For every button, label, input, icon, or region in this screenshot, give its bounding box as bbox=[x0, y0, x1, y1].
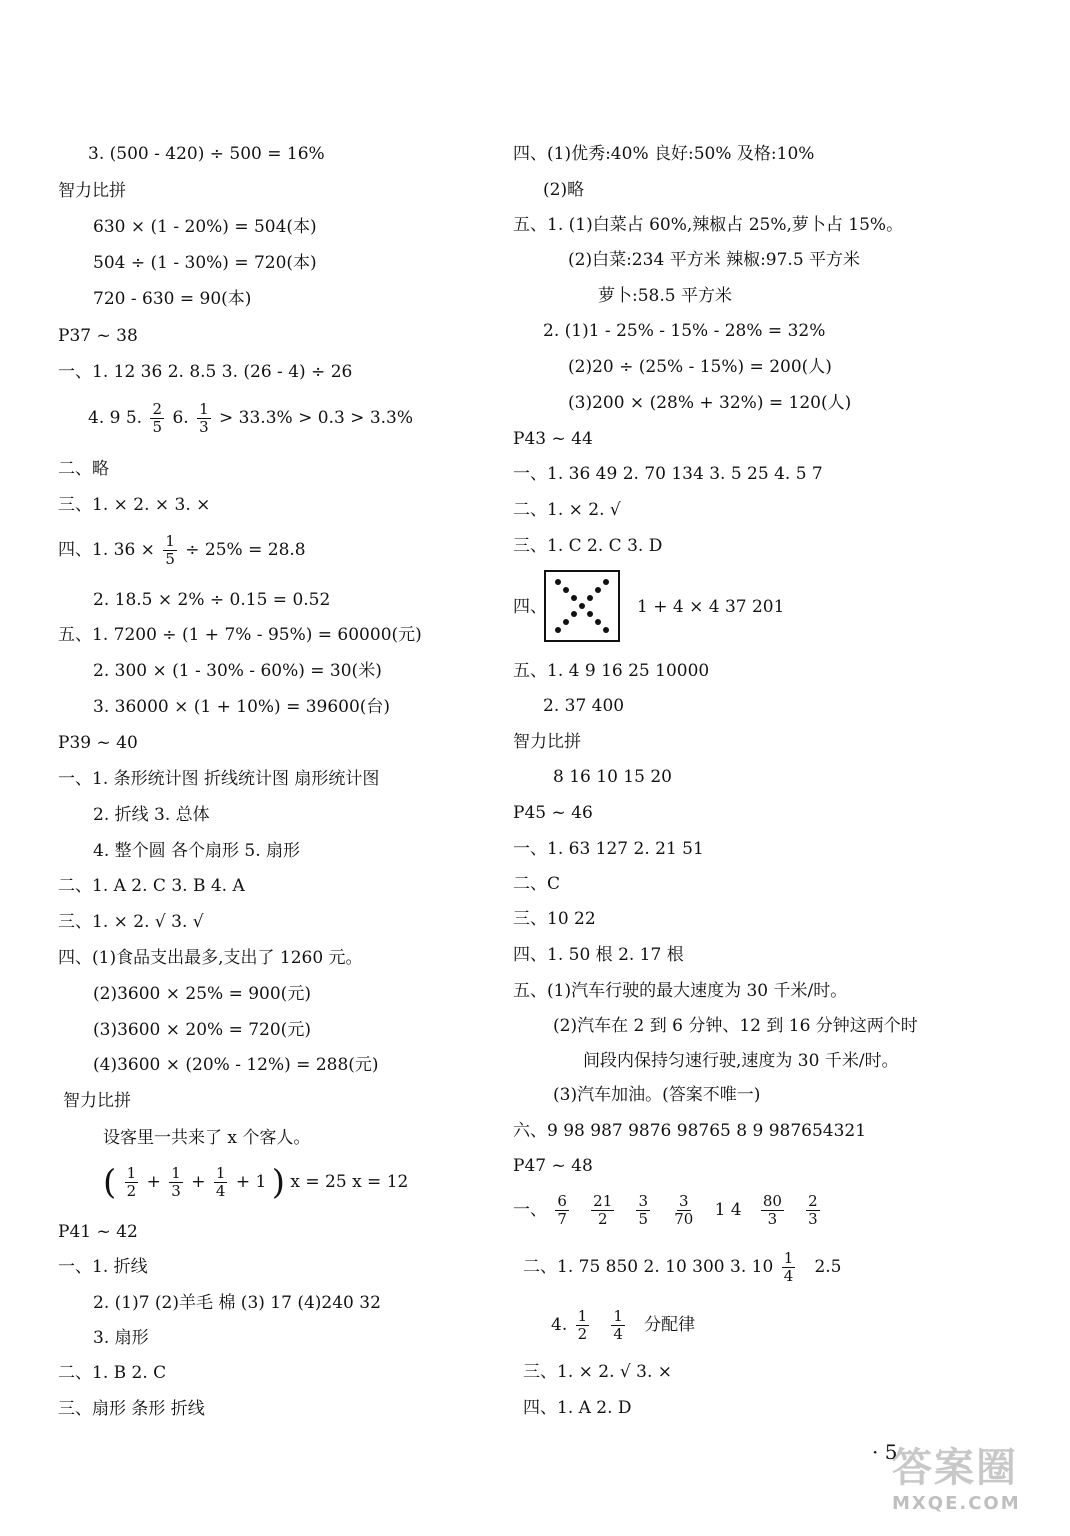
section-heading: 智力比拼 bbox=[513, 732, 581, 752]
page-range-heading: P39 ~ 40 bbox=[58, 733, 138, 753]
x-dot-pattern-icon bbox=[546, 572, 618, 640]
answer-line: (2)3600 × 25% = 900(元) bbox=[93, 984, 311, 1004]
fraction bbox=[591, 1193, 614, 1228]
answer-line: 三、1. × 2. × 3. × bbox=[58, 495, 211, 515]
numerator: 1 bbox=[199, 400, 209, 418]
watermark-logo bbox=[892, 1436, 1021, 1514]
answer-line: 一、1. 12 36 2. 8.5 3. (26 - 4) ÷ 26 bbox=[58, 362, 353, 382]
answer-line-with-fractions bbox=[523, 1247, 842, 1287]
answer-line: 间段内保持匀速行驶,速度为 30 千米/时。 bbox=[583, 1051, 899, 1071]
answer-text: 2.5 bbox=[814, 1257, 842, 1277]
answer-line: (4)3600 × (20% - 12%) = 288(元) bbox=[93, 1055, 379, 1075]
denominator: 3 bbox=[171, 1182, 181, 1200]
fraction bbox=[150, 401, 164, 436]
answer-line: (2)略 bbox=[543, 180, 585, 200]
answer-line: 四、1. 50 根 2. 17 根 bbox=[513, 945, 684, 965]
answer-line: 2. 折线 3. 总体 bbox=[93, 805, 210, 825]
denominator: 2 bbox=[577, 1325, 588, 1343]
answer-line: 一、1. 折线 bbox=[58, 1257, 148, 1277]
answer-line: 630 × (1 - 20%) = 504(本) bbox=[93, 217, 317, 237]
denominator: 2 bbox=[126, 1182, 137, 1200]
answer-line: 1 + 4 × 4 37 201 bbox=[637, 597, 785, 617]
denominator: 3 bbox=[199, 418, 209, 436]
watermark-main-text: 答案圈 bbox=[892, 1445, 1018, 1491]
answer-line: 四、 bbox=[513, 597, 547, 617]
page-range-heading: P37 ~ 38 bbox=[58, 326, 138, 346]
denominator: 5 bbox=[638, 1210, 649, 1228]
fraction bbox=[555, 1193, 569, 1228]
answer-text: 四、1. 36 × bbox=[58, 540, 155, 560]
numerator: 1 bbox=[577, 1307, 588, 1325]
answer-line: 二、略 bbox=[58, 459, 109, 479]
operator: + bbox=[146, 1172, 161, 1192]
answer-line: 三、1. C 2. C 3. D bbox=[513, 536, 663, 556]
denominator: 70 bbox=[674, 1210, 694, 1228]
answer-line: 二、1. A 2. C 3. B 4. A bbox=[58, 876, 245, 896]
answer-line: 一、1. 条形统计图 折线统计图 扇形统计图 bbox=[58, 769, 380, 789]
answer-line: 一、1. 63 127 2. 21 51 bbox=[513, 839, 704, 859]
numerator: 1 bbox=[171, 1164, 181, 1182]
watermark-url: MXQE.COM bbox=[892, 1493, 1021, 1514]
answer-line: 2. 18.5 × 2% ÷ 0.15 = 0.52 bbox=[93, 590, 331, 610]
fraction bbox=[163, 533, 177, 568]
fraction bbox=[125, 1165, 139, 1200]
page-range-heading: P47 ~ 48 bbox=[513, 1156, 593, 1176]
answer-text: ÷ 25% = 28.8 bbox=[185, 540, 306, 560]
answer-line: 萝卜:58.5 平方米 bbox=[598, 286, 732, 306]
page-range-heading: P41 ~ 42 bbox=[58, 1222, 138, 1242]
numerator: 1 bbox=[215, 1164, 226, 1182]
answer-line: 二、1. × 2. √ bbox=[513, 500, 621, 520]
answer-line: 五、1. 4 9 16 25 10000 bbox=[513, 661, 710, 681]
fraction bbox=[576, 1308, 590, 1343]
fraction bbox=[761, 1193, 784, 1228]
answer-text: x = 25 x = 12 bbox=[290, 1172, 409, 1192]
answer-line: 二、1. B 2. C bbox=[58, 1363, 167, 1383]
fraction bbox=[806, 1193, 820, 1228]
answer-text: 4. bbox=[551, 1315, 568, 1335]
answer-line: 五、1. (1)白菜占 60%,辣椒占 25%,萝卜占 15%。 bbox=[513, 215, 904, 235]
answer-text: 6. bbox=[172, 408, 189, 428]
answer-line: 8 16 10 15 20 bbox=[553, 767, 672, 787]
answer-line: 2. (1)1 - 25% - 15% - 28% = 32% bbox=[543, 321, 826, 341]
dot-pattern-figure bbox=[544, 570, 620, 642]
fraction bbox=[672, 1193, 695, 1228]
answer-line-with-fractions bbox=[513, 1190, 823, 1230]
answer-line: (2)白菜:234 平方米 辣椒:97.5 平方米 bbox=[568, 250, 861, 270]
fraction bbox=[197, 401, 211, 436]
answer-text: 二、1. 75 850 2. 10 300 3. 10 bbox=[523, 1257, 774, 1277]
answer-line: 三、1. × 2. √ 3. × bbox=[523, 1362, 672, 1382]
denominator: 5 bbox=[165, 550, 175, 568]
answer-line: 三、扇形 条形 折线 bbox=[58, 1399, 205, 1419]
numerator: 80 bbox=[762, 1192, 782, 1210]
answer-line: 2. 37 400 bbox=[543, 696, 625, 716]
numerator: 2 bbox=[808, 1192, 818, 1210]
operator: + 1 bbox=[235, 1172, 267, 1192]
denominator: 4 bbox=[613, 1325, 623, 1343]
numerator: 1 bbox=[613, 1307, 623, 1325]
answer-text: 1 4 bbox=[714, 1200, 742, 1220]
equation-line bbox=[103, 1161, 408, 1203]
fraction bbox=[636, 1193, 650, 1228]
page-number: · 5 bbox=[872, 1440, 898, 1464]
numerator: 2 bbox=[152, 400, 163, 418]
answer-line: 720 - 630 = 90(本) bbox=[93, 289, 252, 309]
fraction bbox=[214, 1165, 228, 1200]
section-heading: 智力比拼 bbox=[63, 1091, 131, 1111]
answer-line: 二、C bbox=[513, 874, 561, 894]
answer-line: 3. (500 - 420) ÷ 500 = 16% bbox=[88, 144, 325, 164]
answer-text: 4. 9 5. bbox=[88, 408, 143, 428]
numerator: 1 bbox=[783, 1249, 794, 1267]
fraction bbox=[611, 1308, 625, 1343]
answer-line: 六、9 98 987 9876 98765 8 9 987654321 bbox=[513, 1121, 867, 1141]
numerator: 3 bbox=[679, 1192, 689, 1210]
operator: + bbox=[191, 1172, 206, 1192]
numerator: 6 bbox=[557, 1192, 567, 1210]
fraction bbox=[169, 1165, 183, 1200]
answer-line: 四、(1)优秀:40% 良好:50% 及格:10% bbox=[513, 144, 815, 164]
section-heading: 智力比拼 bbox=[58, 181, 126, 201]
answer-line: (2)汽车在 2 到 6 分钟、12 到 16 分钟这两个时 bbox=[553, 1016, 918, 1036]
right-paren: ) bbox=[271, 1162, 285, 1203]
answer-text: 一、 bbox=[513, 1200, 547, 1220]
answer-line: 设客里一共来了 x 个客人。 bbox=[103, 1128, 311, 1148]
answer-line: (3)200 × (28% + 32%) = 120(人) bbox=[568, 393, 852, 413]
answer-line: 2. 300 × (1 - 30% - 60%) = 30(米) bbox=[93, 661, 382, 681]
denominator: 4 bbox=[215, 1182, 226, 1200]
answer-line: 三、10 22 bbox=[513, 909, 596, 929]
answer-line: 五、(1)汽车行驶的最大速度为 30 千米/时。 bbox=[513, 981, 848, 1001]
answer-line-with-fractions bbox=[58, 530, 306, 570]
numerator: 1 bbox=[126, 1164, 137, 1182]
answer-line: 3. 36000 × (1 + 10%) = 39600(台) bbox=[93, 697, 391, 717]
answer-text: > 33.3% > 0.3 > 3.3% bbox=[219, 408, 414, 428]
answer-line: (2)20 ÷ (25% - 15%) = 200(人) bbox=[568, 357, 832, 377]
page-range-heading: P45 ~ 46 bbox=[513, 803, 593, 823]
denominator: 3 bbox=[808, 1210, 818, 1228]
answer-line: (3)3600 × 20% = 720(元) bbox=[93, 1020, 311, 1040]
answer-line-with-fractions bbox=[551, 1305, 695, 1345]
fraction bbox=[782, 1250, 796, 1285]
denominator: 7 bbox=[557, 1210, 567, 1228]
answer-line: 四、1. A 2. D bbox=[523, 1398, 632, 1418]
left-paren: ( bbox=[103, 1162, 117, 1203]
numerator: 3 bbox=[638, 1192, 649, 1210]
numerator: 21 bbox=[593, 1192, 613, 1210]
denominator: 4 bbox=[783, 1267, 794, 1285]
answer-line: 五、1. 7200 ÷ (1 + 7% - 95%) = 60000(元) bbox=[58, 625, 422, 645]
answer-line: (3)汽车加油。(答案不唯一) bbox=[553, 1085, 761, 1105]
answer-line: 三、1. × 2. √ 3. √ bbox=[58, 912, 204, 932]
denominator: 2 bbox=[597, 1210, 608, 1228]
numerator: 1 bbox=[165, 532, 175, 550]
answer-line: 四、(1)食品支出最多,支出了 1260 元。 bbox=[58, 948, 363, 968]
answer-line: 4. 整个圆 各个扇形 5. 扇形 bbox=[93, 841, 301, 861]
answer-text: 分配律 bbox=[644, 1315, 696, 1335]
denominator: 3 bbox=[767, 1210, 778, 1228]
page-range-heading: P43 ~ 44 bbox=[513, 429, 593, 449]
answer-line: 504 ÷ (1 - 30%) = 720(本) bbox=[93, 253, 317, 273]
answer-line-with-fractions bbox=[88, 398, 413, 438]
answer-line: 2. (1)7 (2)羊毛 棉 (3) 17 (4)240 32 bbox=[93, 1293, 381, 1313]
answer-line: 一、1. 36 49 2. 70 134 3. 5 25 4. 5 7 bbox=[513, 464, 823, 484]
denominator: 5 bbox=[152, 418, 163, 436]
answer-line: 3. 扇形 bbox=[93, 1328, 149, 1348]
